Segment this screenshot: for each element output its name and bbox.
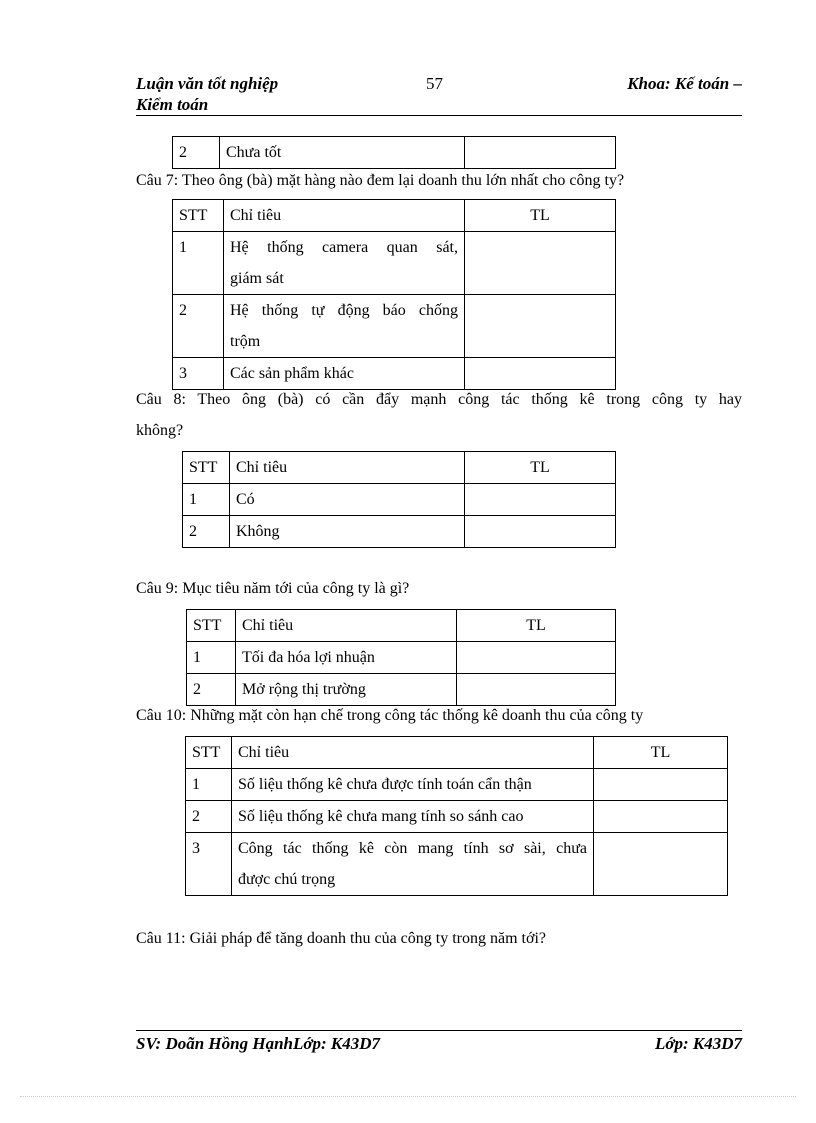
cell-label: Chưa tốt xyxy=(220,137,465,169)
cell-stt: 1 xyxy=(187,642,236,674)
head-tl: TL xyxy=(465,452,616,484)
table-row xyxy=(183,516,616,548)
question-10: Câu 10: Những mặt còn hạn chế trong công tác thống kê doanh thu của công ty xyxy=(136,707,644,724)
cell-tl xyxy=(465,295,616,358)
question-7: Câu 7: Theo ông (bà) mặt hàng nào đem lại doanh thu lớn nhất cho công ty? xyxy=(136,172,625,189)
cell-stt: 3 xyxy=(173,358,224,390)
cell-tl xyxy=(465,232,616,295)
cell-stt: 2 xyxy=(187,674,236,706)
table-row xyxy=(183,484,616,516)
cell-stt: 3 xyxy=(186,833,232,896)
cell-label: Số liệu thống kê chưa được tính toán cẩn thận xyxy=(232,769,594,801)
table-row xyxy=(187,642,616,674)
question-8-line1: Câu 8: Theo ông (bà) có cần đẩy mạnh công tác thống kê trong công ty hay xyxy=(136,391,742,408)
table-q9 xyxy=(186,609,616,706)
header-right: Khoa: Kế toán – xyxy=(627,74,742,93)
page-number: 57 xyxy=(426,74,443,93)
cell-tl xyxy=(457,642,616,674)
cell-label: Có xyxy=(230,484,465,516)
table-row xyxy=(186,833,728,896)
head-tl: TL xyxy=(457,610,616,642)
head-stt: STT xyxy=(173,200,224,232)
head-label: Chỉ tiêu xyxy=(224,200,465,232)
cell-label: Công tác thống kê còn mang tính sơ sài, chưa được chú trọng xyxy=(232,833,594,896)
table-q7 xyxy=(172,199,616,390)
cell-label: Các sản phẩm khác xyxy=(224,358,465,390)
table-row xyxy=(186,769,728,801)
header-rule xyxy=(136,115,742,116)
table-top xyxy=(172,136,616,169)
cell-label: Số liệu thống kê chưa mang tính so sánh cao xyxy=(232,801,594,833)
cell-stt: 1 xyxy=(186,769,232,801)
table-row xyxy=(173,358,616,390)
cell-label: Hệ thống tự động báo chống trộm xyxy=(224,295,465,358)
table-row xyxy=(187,610,616,642)
head-label: Chỉ tiêu xyxy=(230,452,465,484)
cell-stt: 1 xyxy=(173,232,224,295)
head-tl: TL xyxy=(594,737,728,769)
cell-tl xyxy=(594,769,728,801)
cell-tl xyxy=(465,484,616,516)
table-row xyxy=(186,737,728,769)
cell-stt: 2 xyxy=(173,295,224,358)
table-row xyxy=(173,295,616,358)
footer-right: Lớp: K43D7 xyxy=(654,1034,742,1053)
cell-tl xyxy=(465,358,616,390)
cell-tl xyxy=(465,516,616,548)
head-stt: STT xyxy=(183,452,230,484)
header-left: Luận văn tốt nghiệp xyxy=(136,74,279,93)
cell-label: Mở rộng thị trường xyxy=(236,674,457,706)
head-stt: STT xyxy=(186,737,232,769)
cell-stt: 2 xyxy=(173,137,220,169)
table-row xyxy=(187,674,616,706)
cell-stt: 2 xyxy=(183,516,230,548)
header-left-cont: Kiểm toán xyxy=(136,95,209,114)
table-row xyxy=(183,452,616,484)
table-q8 xyxy=(182,451,616,548)
table-row xyxy=(173,232,616,295)
table-row xyxy=(173,137,616,169)
table-row xyxy=(186,801,728,833)
head-stt: STT xyxy=(187,610,236,642)
cell-stt: 2 xyxy=(186,801,232,833)
head-tl: TL xyxy=(465,200,616,232)
question-9: Câu 9: Mục tiêu năm tới của công ty là gì? xyxy=(136,580,410,597)
cell-label: Hệ thống camera quan sát, giám sát xyxy=(224,232,465,295)
cell-label: Không xyxy=(230,516,465,548)
question-8-line2: không? xyxy=(136,422,184,439)
cell-tl xyxy=(457,674,616,706)
table-q10 xyxy=(185,736,728,896)
footer-left: SV: Doãn Hồng HạnhLớp: K43D7 xyxy=(136,1034,381,1053)
cell-tl xyxy=(465,137,616,169)
cell-tl xyxy=(594,833,728,896)
table-row xyxy=(173,200,616,232)
cell-tl xyxy=(594,801,728,833)
question-11: Câu 11: Giải pháp để tăng doanh thu của công ty trong năm tới? xyxy=(136,930,546,947)
footer-rule xyxy=(136,1030,742,1031)
page-bottom-border xyxy=(20,1096,796,1097)
cell-stt: 1 xyxy=(183,484,230,516)
head-label: Chỉ tiêu xyxy=(236,610,457,642)
head-label: Chỉ tiêu xyxy=(232,737,594,769)
cell-label: Tối đa hóa lợi nhuận xyxy=(236,642,457,674)
